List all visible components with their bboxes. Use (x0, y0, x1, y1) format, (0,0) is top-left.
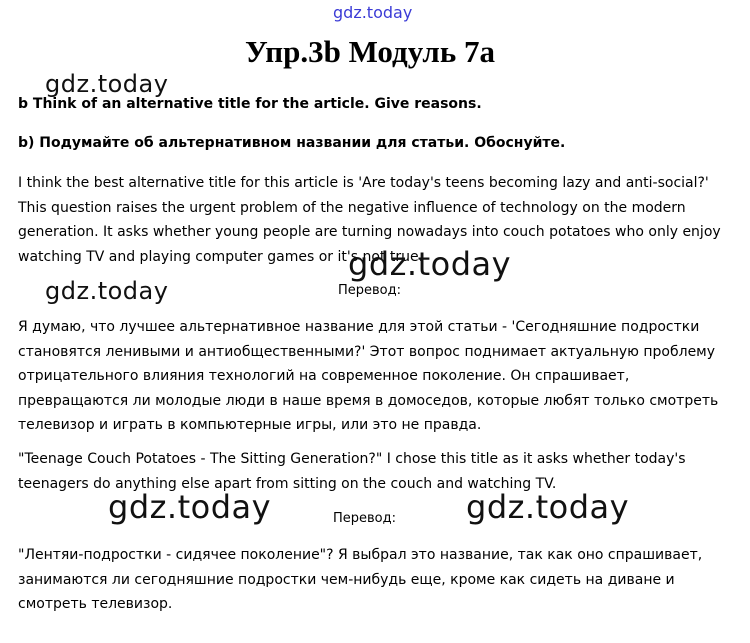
watermark: gdz.today (108, 488, 272, 526)
answer-2-en: "Teenage Couch Potatoes - The Sitting Generation?" I chose this title as it asks whether today's teenagers do anything else apart from sitting on the couch and watching TV. (18, 451, 686, 492)
answer-2-ru: "Лентяи-подростки - сидячее поколение"? Я выбрал это название, так как оно спрашивает, занимаются ли сегодняшние подростки чем-нибудь еще, кроме как сидеть на диване и смотреть телевизор. (18, 547, 703, 612)
watermark: gdz.today (348, 245, 512, 283)
page-title: Упр.3b Модуль 7а (245, 34, 495, 69)
task-heading-en: b Think of an alternative title for the article. Give reasons. (18, 96, 482, 112)
watermark: gdz.today (45, 70, 169, 98)
translation-label-1: Перевод: (338, 283, 402, 298)
answer-1-en: I think the best alternative title for this article is 'Are today's teens becoming lazy and anti-social?' This question raises the urgent problem of the negative influence of technology on the modern generation. It asks whether young people are turning nowadays into couch potatoes who only enjoy watching TV and playing computer games or it's not true. (18, 175, 721, 265)
task-heading-ru: b) Подумайте об альтернативном названии для статьи. Обоснуйте. (18, 135, 566, 151)
translation-label-2: Перевод: (333, 511, 397, 526)
answer-1-ru: Я думаю, что лучшее альтернативное название для этой статьи - 'Сегодняшние подростки становятся ленивыми и антиобщественными?' Этот вопрос поднимает актуальную проблему отрицательного влияния технологий на современное поколение. Он спрашивает, превращаются ли молодые люди в наше время в домоседов, которые любят только смотреть телевизор и играть в компьютерные игры, или это не правда. (18, 319, 719, 433)
watermark: gdz.today (466, 488, 630, 526)
watermark: gdz.today (45, 277, 169, 305)
watermark-top: gdz.today (333, 3, 413, 22)
